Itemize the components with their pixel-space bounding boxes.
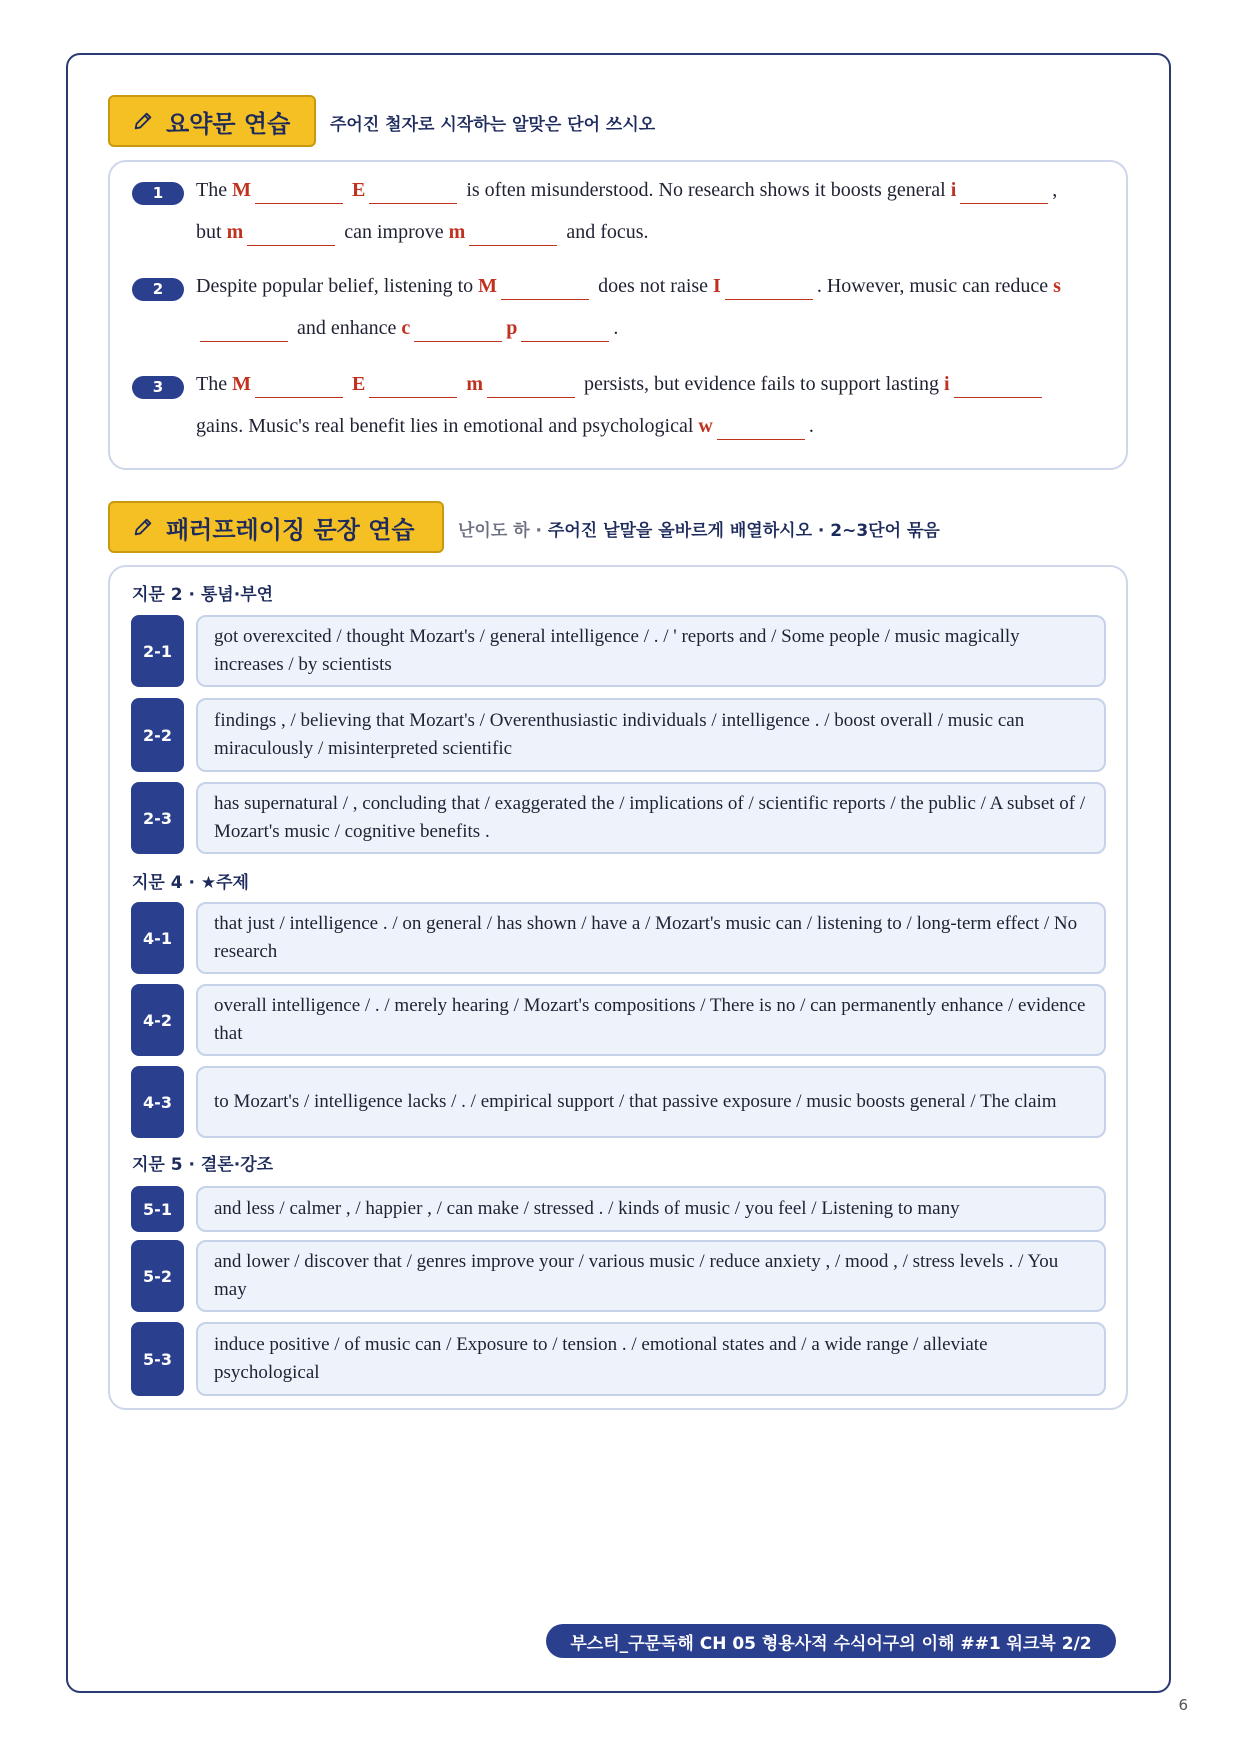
summary-sentence-line bbox=[196, 313, 618, 343]
answer-blank[interactable] bbox=[369, 181, 457, 204]
answer-blank[interactable] bbox=[725, 277, 813, 300]
sentence-text: . bbox=[613, 317, 619, 339]
initial-letter-hint: M bbox=[232, 373, 251, 395]
item-id-tag: 5-3 bbox=[131, 1322, 184, 1396]
initial-letter-hint: w bbox=[698, 415, 713, 437]
sentence-text: is often misunderstood. No research shows it boosts general bbox=[461, 179, 951, 201]
word-chunks-text: to Mozart's / intelligence lacks / . / empirical support / that passive exposure / music boosts general / The claim bbox=[214, 1091, 1057, 1112]
passage-group-label: 지문 4 · ★주제 bbox=[132, 873, 249, 893]
passage-group-label: 지문 2 · 통념·부연 bbox=[132, 585, 274, 605]
answer-blank[interactable] bbox=[717, 417, 805, 440]
word-chunks-text: got overexcited / thought Mozart's / general intelligence / . / ' reports and / Some people / music magically increases / by scientists bbox=[214, 626, 1020, 675]
paraphrase-section-title: 패러프레이징 문장 연습 bbox=[166, 515, 415, 544]
answer-blank[interactable] bbox=[954, 375, 1042, 398]
initial-letter-hint: c bbox=[401, 317, 411, 339]
item-id-tag: 4-2 bbox=[131, 984, 184, 1056]
sentence-text: The bbox=[196, 373, 233, 395]
summary-section-badge bbox=[108, 95, 316, 147]
summary-section-title: 요약문 연습 bbox=[166, 109, 291, 138]
sentence-text: does not raise bbox=[593, 275, 714, 297]
sentence-text: persists, but evidence fails to support lasting bbox=[579, 373, 944, 395]
answer-blank[interactable] bbox=[960, 181, 1048, 204]
page-number: 6 bbox=[1178, 1696, 1188, 1714]
initial-letter-hint: E bbox=[351, 179, 366, 201]
answer-blank[interactable] bbox=[414, 319, 502, 342]
initial-letter-hint: i bbox=[950, 179, 957, 201]
initial-letter-hint: M bbox=[478, 275, 498, 297]
item-id-tag: 5-2 bbox=[131, 1240, 184, 1312]
answer-blank[interactable] bbox=[369, 375, 457, 398]
passage-group-label: 지문 5 · 결론·강조 bbox=[132, 1155, 274, 1175]
initial-letter-hint: E bbox=[351, 373, 366, 395]
initial-letter-hint: I bbox=[713, 275, 721, 297]
word-chunks-box bbox=[196, 698, 1106, 772]
footer-label: 부스터_구문독해 CH 05 형용사적 수식어구의 이해 ##1 워크북 2/2 bbox=[546, 1624, 1116, 1658]
pencil-icon bbox=[132, 110, 154, 132]
answer-blank[interactable] bbox=[255, 375, 343, 398]
word-chunks-box bbox=[196, 615, 1106, 687]
sentence-text: , bbox=[1052, 179, 1058, 201]
paraphrase-instruction: 주어진 낱말을 올바르게 배열하시오 · 2~3단어 묶음 bbox=[547, 521, 940, 541]
item-number-badge: 2 bbox=[132, 278, 184, 301]
summary-sentence-line bbox=[196, 271, 1061, 301]
answer-blank[interactable] bbox=[469, 223, 557, 246]
answer-blank[interactable] bbox=[501, 277, 589, 300]
answer-blank[interactable] bbox=[200, 319, 288, 342]
answer-blank[interactable] bbox=[247, 223, 335, 246]
sentence-text: and focus. bbox=[561, 221, 649, 243]
item-number-badge: 3 bbox=[132, 376, 184, 399]
word-chunks-box bbox=[196, 902, 1106, 974]
paraphrase-instruction-line bbox=[458, 516, 940, 541]
sentence-text: can improve bbox=[339, 221, 449, 243]
item-number-badge: 1 bbox=[132, 182, 184, 205]
initial-letter-hint: m bbox=[448, 221, 466, 243]
initial-letter-hint: p bbox=[506, 317, 518, 339]
initial-letter-hint: s bbox=[1053, 275, 1061, 297]
initial-letter-hint: m bbox=[466, 373, 483, 395]
item-id-tag: 2-1 bbox=[131, 615, 184, 687]
word-chunks-text: that just / intelligence . / on general / has shown / have a / Mozart's music can / listening to / long-term effect / No research bbox=[214, 913, 1078, 962]
paraphrase-section-badge bbox=[108, 501, 444, 553]
sentence-text: . bbox=[808, 415, 814, 437]
answer-blank[interactable] bbox=[255, 181, 343, 204]
word-chunks-box bbox=[196, 1066, 1106, 1138]
item-id-tag: 4-1 bbox=[131, 902, 184, 974]
answer-blank[interactable] bbox=[521, 319, 609, 342]
word-chunks-text: induce positive / of music can / Exposure to / tension . / emotional states and / a wide range / alleviate psychological bbox=[214, 1334, 988, 1383]
sentence-text: . However, music can reduce bbox=[816, 275, 1054, 297]
item-id-tag: 2-3 bbox=[131, 782, 184, 854]
word-chunks-text: findings , / believing that Mozart's / Overenthusiastic individuals / intelligence . / boost overall / music can miraculously / misinterpreted scientific bbox=[214, 710, 1025, 759]
word-chunks-box bbox=[196, 984, 1106, 1056]
initial-letter-hint: m bbox=[226, 221, 244, 243]
sentence-text: gains. Music's real benefit lies in emotional and psychological bbox=[196, 415, 699, 437]
summary-sentence-line bbox=[196, 411, 814, 441]
word-chunks-box bbox=[196, 1186, 1106, 1232]
summary-sentence-line bbox=[196, 369, 1046, 399]
sentence-text: The bbox=[196, 179, 233, 201]
initial-letter-hint: M bbox=[232, 179, 251, 201]
word-chunks-text: overall intelligence / . / merely hearing / Mozart's compositions / There is no / can permanently enhance / evidence that bbox=[214, 995, 1086, 1044]
sentence-text: Despite popular belief, listening to bbox=[196, 275, 479, 297]
summary-sentence-line bbox=[196, 217, 649, 247]
sentence-text: but bbox=[196, 221, 227, 243]
difficulty-label: 난이도 하 · bbox=[458, 521, 542, 541]
word-chunks-box bbox=[196, 1322, 1106, 1396]
word-chunks-box bbox=[196, 782, 1106, 854]
item-id-tag: 4-3 bbox=[131, 1066, 184, 1138]
initial-letter-hint: i bbox=[943, 373, 950, 395]
word-chunks-text: and lower / discover that / genres improve your / various music / reduce anxiety , / mood , / stress levels . / You may bbox=[214, 1251, 1059, 1300]
word-chunks-text: has supernatural / , concluding that / exaggerated the / implications of / scientific reports / the public / A subset of / Mozart's music / cognitive benefits . bbox=[214, 793, 1086, 842]
summary-instruction: 주어진 철자로 시작하는 알맞은 단어 쓰시오 bbox=[330, 115, 656, 135]
summary-sentence-line bbox=[196, 175, 1057, 205]
word-chunks-box bbox=[196, 1240, 1106, 1312]
item-id-tag: 5-1 bbox=[131, 1186, 184, 1232]
word-chunks-text: and less / calmer , / happier , / can make / stressed . / kinds of music / you feel / Listening to many bbox=[214, 1198, 960, 1219]
pencil-icon bbox=[132, 516, 154, 538]
sentence-text: and enhance bbox=[292, 317, 402, 339]
answer-blank[interactable] bbox=[487, 375, 575, 398]
item-id-tag: 2-2 bbox=[131, 698, 184, 772]
